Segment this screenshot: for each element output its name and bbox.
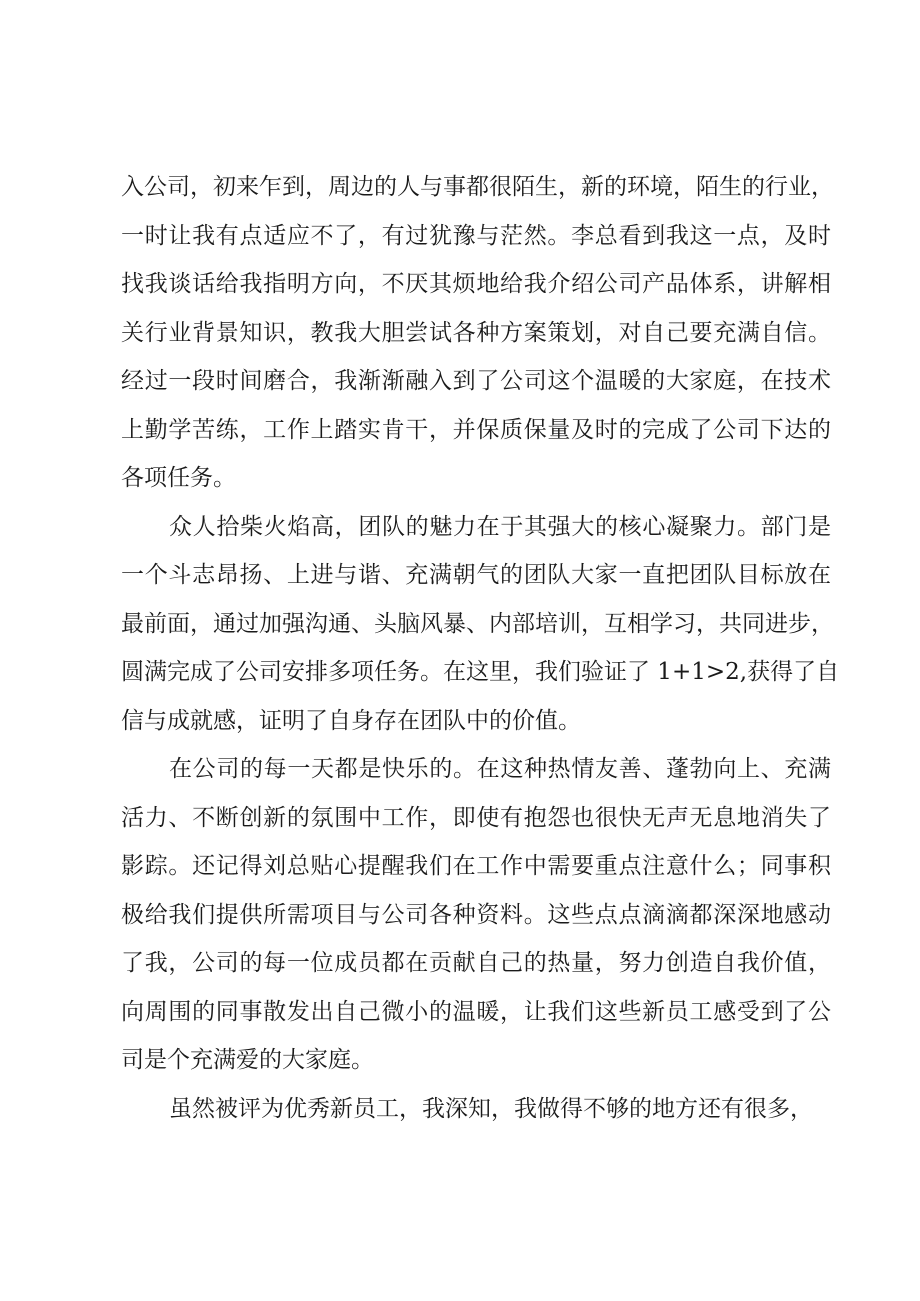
paragraph-3-line-4: 极给我们提供所需项目与公司各种资料。这些点点滴滴都深深地感动 xyxy=(121,901,831,928)
paragraph-1-line-5: 经过一段时间磨合，我渐渐融入到了公司这个温暖的大家庭，在技术 xyxy=(121,368,831,394)
document-body xyxy=(121,163,840,1133)
paragraph-3-line-1: 在公司的每一天都是快乐的。在这种热情友善、蓬勃向上、充满 xyxy=(169,756,831,782)
paragraph-3-line-6: 向周围的同事散发出自己微小的温暖，让我们这些新员工感受到了公 xyxy=(121,998,831,1025)
paragraph-1-line-1: 入公司，初来乍到，周边的人与事都很陌生，新的环境，陌生的行业， xyxy=(121,174,834,200)
paragraph-1-line-3: 找我谈话给我指明方向，不厌其烦地给我介绍公司产品体系，讲解相 xyxy=(121,271,831,297)
paragraph-3-line-7: 司是个充满爱的大家庭。 xyxy=(121,1047,374,1073)
paragraph-3-line-5: 了我，公司的每一位成员都在贡献自己的热量，努力创造自我价值， xyxy=(121,950,831,976)
paragraph-3-line-3: 影踪。还记得刘总贴心提醒我们在工作中需要重点注意什么；同事积 xyxy=(121,853,831,879)
paragraph-1-line-7: 各项任务。 xyxy=(121,465,236,491)
paragraph-2-line-2: 一个斗志昂扬、上进与谐、充满朝气的团队大家一直把团队目标放在 xyxy=(121,562,831,588)
paragraph-1-line-6: 上勤学苦练，工作上踏实肯干，并保质保量及时的完成了公司下达的 xyxy=(121,416,831,443)
paragraph-2-line-5: 信与成就感，证明了自身存在团队中的价值。 xyxy=(121,707,581,734)
paragraph-4-line-1: 虽然被评为优秀新员工，我深知，我做得不够的地方还有很多， xyxy=(169,1095,813,1122)
paragraph-3-line-2: 活力、不断创新的氛围中工作，即使有抱怨也很快无声无息地消失了 xyxy=(121,804,831,831)
paragraph-1-line-4: 关行业背景知识，教我大胆尝试各种方案策划，对自己要充满自信。 xyxy=(121,319,831,346)
paragraph-2-line-4: 圆满完成了公司安排多项任务。在这里，我们验证了 1+1>2,获得了自 xyxy=(121,659,840,685)
paragraph-2-line-3: 最前面，通过加强沟通、头脑风暴、内部培训，互相学习，共同进步， xyxy=(121,610,834,637)
paragraph-2-line-1: 众人拾柴火焰高，团队的魅力在于其强大的核心凝聚力。部门是 xyxy=(169,513,831,540)
paragraph-1-line-2: 一时让我有点适应不了，有过犹豫与茫然。李总看到我这一点，及时 xyxy=(121,222,831,249)
